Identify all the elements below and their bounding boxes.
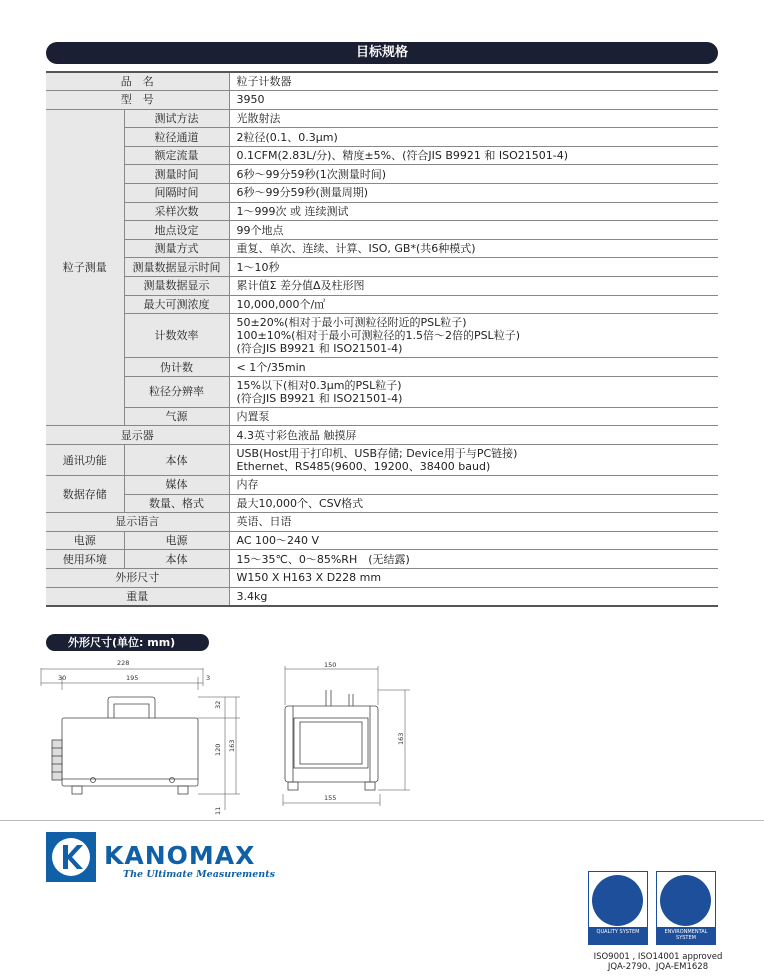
- spec-value: 内存: [229, 476, 718, 495]
- spec-label: 测量时间: [124, 165, 229, 184]
- dim-side-foot: 11: [214, 806, 222, 815]
- spec-label: 外形尺寸: [46, 568, 229, 587]
- spec-value-line: (符合JIS B9921 和 ISO21501-4): [236, 391, 403, 405]
- spec-label: 本体: [124, 445, 229, 476]
- spec-value: 1～999次 或 连续测试: [229, 202, 718, 221]
- brand-name: KANOMAX: [104, 841, 256, 870]
- spec-value: 累计值Σ 差分值Δ及柱形图: [229, 277, 718, 296]
- dim-front-width: 150: [324, 661, 337, 669]
- dim-front-base: 155: [324, 794, 337, 802]
- dim-side-height-total: 163: [228, 739, 236, 752]
- spec-value-line: 50±20%(相对于最小可测粒径附近的PSL粒子): [236, 316, 467, 330]
- spec-value: W150 X H163 X D228 mm: [229, 568, 718, 587]
- spec-label: 本体: [124, 550, 229, 569]
- group-label: 使用环境: [46, 550, 124, 569]
- spec-value: 英语、日语: [229, 513, 718, 532]
- spec-value: 99个地点: [229, 221, 718, 240]
- spec-label: 采样次数: [124, 202, 229, 221]
- spec-value: 3.4kg: [229, 587, 718, 606]
- spec-label: 粒径分辨率: [124, 376, 229, 407]
- badge-caption: ENVIRONMENTAL SYSTEM: [657, 927, 715, 944]
- brand-tagline: The Ultimate Measurements: [123, 869, 275, 880]
- dim-side-rear: 3: [206, 674, 211, 682]
- spec-value-line: Ethernet、RS485(9600、19200、38400 baud): [236, 460, 491, 473]
- spec-label: 额定流量: [124, 146, 229, 165]
- jqa-environmental-badge: [656, 871, 716, 945]
- group-label: 通讯功能: [46, 445, 124, 476]
- spec-value: 10,000,000个/㎥: [229, 295, 718, 314]
- spec-value-line: 15%以下(相对0.3μm的PSL粒子): [236, 378, 402, 392]
- dim-side-body: 195: [126, 674, 139, 682]
- group-label: 数据存储: [46, 476, 124, 513]
- dim-side-total-width: 228: [117, 659, 130, 667]
- front-view-drawing: [283, 666, 410, 806]
- dimension-section-title: 外形尺寸(单位: mm): [46, 634, 209, 651]
- spec-label: 气源: [124, 407, 229, 426]
- spec-label: 间隔时间: [124, 184, 229, 203]
- cert-note-line: JQA-2790、JQA-EM1628: [607, 962, 709, 972]
- spec-value: 2粒径(0.1、0.3μm): [229, 128, 718, 147]
- spec-value: 4.3英寸彩色液晶 触摸屏: [229, 426, 718, 445]
- spec-value: AC 100～240 V: [229, 531, 718, 550]
- dim-side-height-body: 120: [214, 743, 222, 756]
- side-view-drawing: [41, 668, 240, 810]
- spec-value: 内置泵: [229, 407, 718, 426]
- spec-value: 6秒～99分59秒(测量周期): [229, 184, 718, 203]
- spec-label: 型 号: [46, 91, 229, 110]
- spec-label: 最大可测浓度: [124, 295, 229, 314]
- spec-value-line: (符合JIS B9921 和 ISO21501-4): [236, 342, 403, 356]
- dim-front-height: 163: [397, 732, 405, 745]
- group-label: 电源: [46, 531, 124, 550]
- spec-label: 品 名: [46, 72, 229, 91]
- certification-note: [588, 952, 728, 972]
- dim-side-top-gap: 32: [214, 700, 222, 709]
- spec-value: 6秒～99分59秒(1次测量时间): [229, 165, 718, 184]
- spec-label: 显示语言: [46, 513, 229, 532]
- jqa-seal-icon: [660, 875, 711, 926]
- spec-value: 1～10秒: [229, 258, 718, 277]
- spec-value: 0.1CFM(2.83L/分)、精度±5%、(符合JIS B9921 和 ISO21501-4): [229, 146, 718, 165]
- kanomax-logo-icon: [46, 832, 96, 882]
- spec-label: 测量数据显示时间: [124, 258, 229, 277]
- spec-value: 最大10,000个、CSV格式: [229, 494, 718, 513]
- spec-value: < 1个/35min: [229, 358, 718, 377]
- spec-label: 测试方法: [124, 109, 229, 128]
- spec-value-line: USB(Host用于打印机、USB存储; Device用于与PC链接): [236, 447, 518, 460]
- spec-label: 重量: [46, 587, 229, 606]
- dim-side-front: 30: [58, 674, 67, 682]
- spec-value: 光散射法: [229, 109, 718, 128]
- spec-label: 粒径通道: [124, 128, 229, 147]
- spec-label: 地点设定: [124, 221, 229, 240]
- cert-note-line: ISO9001 , ISO14001 approved: [593, 952, 723, 962]
- spec-value: 重复、单次、连续、计算、ISO, GB*(共6种模式): [229, 239, 718, 258]
- spec-label: 媒体: [124, 476, 229, 495]
- spec-label: 显示器: [46, 426, 229, 445]
- group-label: 粒子测量: [46, 109, 124, 426]
- spec-label: 伪计数: [124, 358, 229, 377]
- spec-label: 测量方式: [124, 239, 229, 258]
- spec-label: 电源: [124, 531, 229, 550]
- spec-value: 粒子计数器: [229, 72, 718, 91]
- spec-value: 15～35℃、0～85%RH (无结露): [229, 550, 718, 569]
- badge-caption: QUALITY SYSTEM: [589, 927, 647, 944]
- footer-divider: [0, 820, 764, 821]
- spec-title: 目标规格: [46, 42, 718, 64]
- spec-label: 测量数据显示: [124, 277, 229, 296]
- spec-value: 3950: [229, 91, 718, 110]
- jqa-seal-icon: [592, 875, 643, 926]
- spec-value-line: 100±10%(相对于最小可测粒径的1.5倍～2倍的PSL粒子): [236, 329, 520, 343]
- jqa-quality-badge: [588, 871, 648, 945]
- spec-label: 计数效率: [124, 314, 229, 358]
- spec-label: 数量、格式: [124, 494, 229, 513]
